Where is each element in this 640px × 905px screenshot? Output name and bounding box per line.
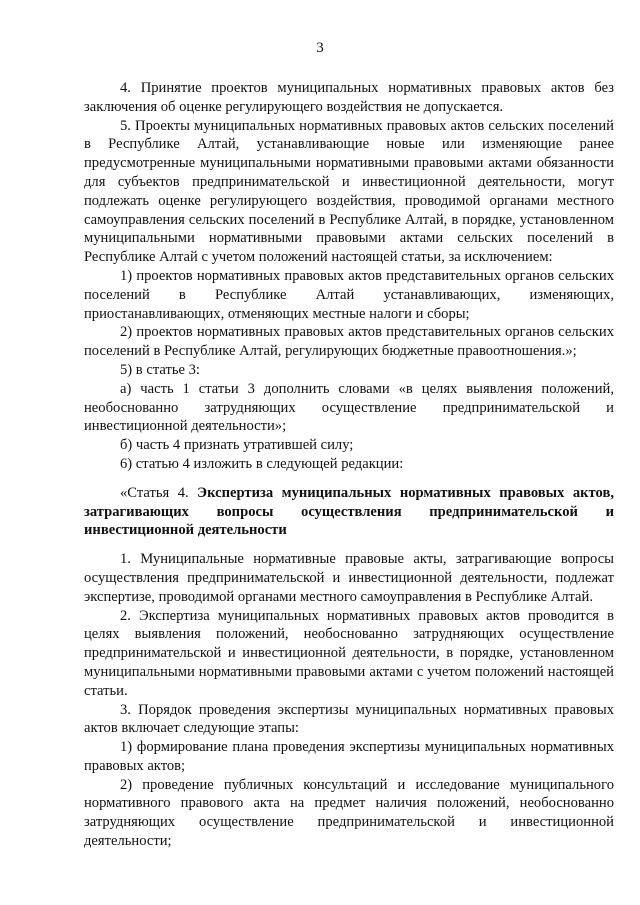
page-number: 3 — [316, 40, 324, 56]
paragraph-item-4: 4. Принятие проектов муниципальных нормативных правовых актов без заключения об оценке регулирующего воздействия не допускается. — [84, 80, 614, 115]
sub-item-1: 1) проектов нормативных правовых актов представительных органов сельских поселений в Республике Алтай устанавливающих, изменяющих, приостанавливающих, отменяющих местные налоги и сборы; — [84, 267, 614, 322]
sub-item-2: 2) проектов нормативных правовых актов представительных органов сельских поселений в Республике Алтай, регулирующих бюджетные правоотношения.»; — [84, 324, 614, 360]
article-paragraph-3: 3. Порядок проведения экспертизы муниципальных нормативных правовых актов включает следующие этапы: — [84, 701, 614, 737]
amendment-item-5: 5) в статье 3: — [120, 361, 200, 378]
article-paragraph-2: 2. Экспертиза муниципальных нормативных правовых актов проводится в целях выявления положений, необоснованно затрудняющих осуществление предпринимательской и инвестиционной деятельности, в порядке, установленном муниципальными нормативными правовыми актами с учетом положений настоящей статьи. — [84, 607, 614, 699]
article-title: Экспертиза муниципальных нормативных правовых актов, затрагивающих вопросы осуществления предпринимательской и инвестиционной деятельности — [84, 484, 614, 539]
article-prefix: «Статья 4. — [120, 484, 198, 501]
article-paragraph-1: 1. Муниципальные нормативные правовые акты, затрагивающие вопросы осуществления предпринимательской и инвестиционной деятельности, подлежат экспертизе, проводимой органами местного самоуправления в Республике Алтай. — [84, 551, 614, 605]
amendment-sub-a: а) часть 1 статьи 3 дополнить словами «в целях выявления положений, необоснованно затрудняющих осуществление предпринимательской и инвестиционной деятельности»; — [84, 380, 614, 435]
amendment-item-6: 6) статью 4 изложить в следующей редакции: — [120, 455, 404, 472]
article-stage-2: 2) проведение публичных консультаций и исследование муниципального нормативного правового акта на предмет наличия положений, необоснованно затрудняющих осуществление предпринимательской и инвестиционной деятельности; — [84, 776, 614, 850]
paragraph-item-5: 5. Проекты муниципальных нормативных правовых актов сельских поселений в Республике Алтай, устанавливающие новые или изменяющие ранее предусмотренные муниципальными нормативными правовыми актами обязанности для субъектов предпринимательской и инвестиционной деятельности, могут подлежать оценке регулирующего воздействия, проводимой органами местного самоуправления сельских поселений в Республике Алтай, в порядке, установленном муниципальными нормативными правовыми актами сельских поселений в Республике Алтай с учетом положений настоящей статьи, за исключением: — [84, 117, 614, 266]
article-stage-1: 1) формирование плана проведения экспертизы муниципальных нормативных правовых актов; — [84, 739, 614, 774]
document-body — [84, 79, 614, 851]
amendment-sub-b: б) часть 4 признать утратившей силу; — [120, 437, 354, 454]
article-heading — [84, 484, 614, 540]
